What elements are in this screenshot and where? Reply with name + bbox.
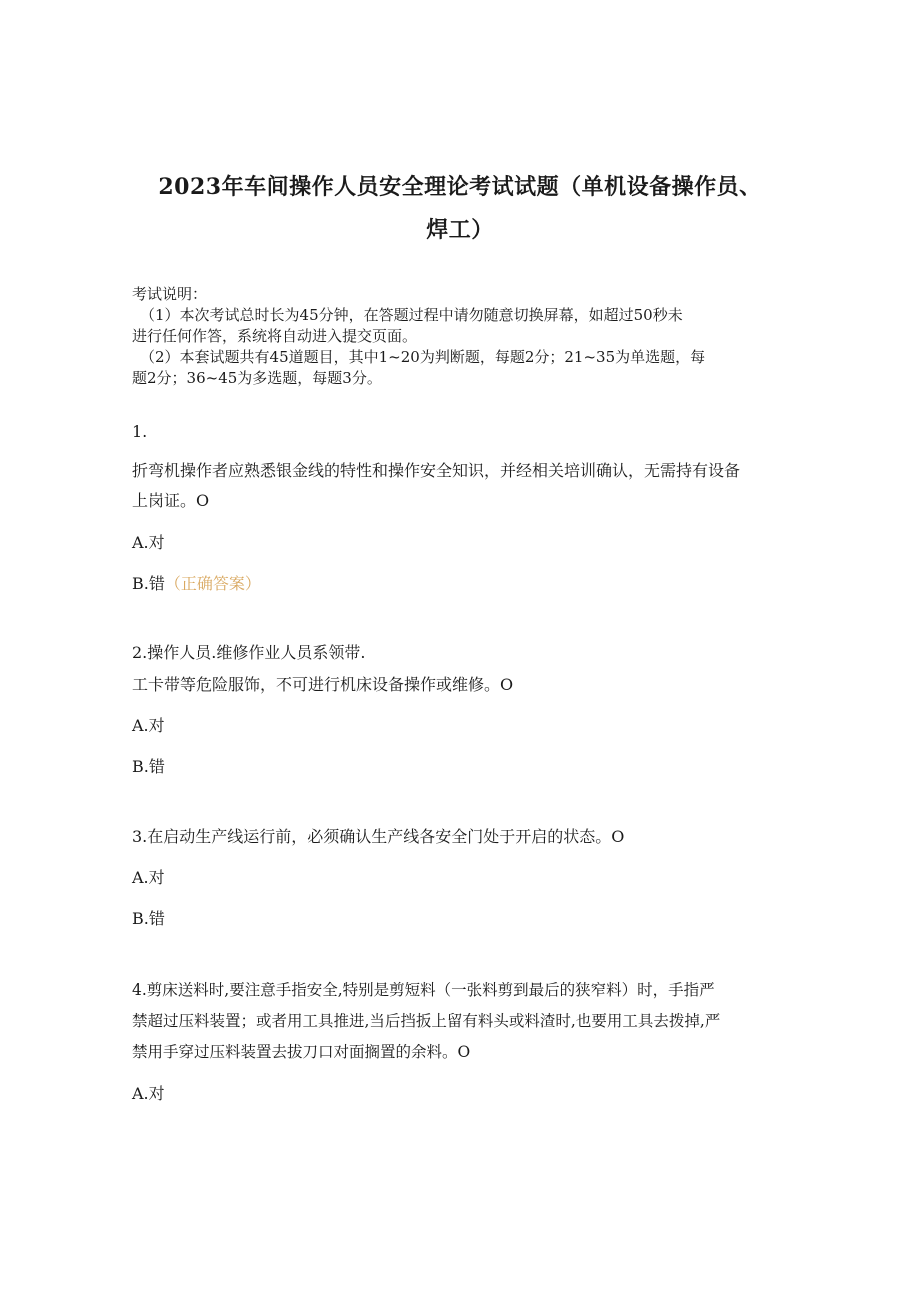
- question-4-text-line-1: 4.剪床送料时,要注意手指安全,特别是剪短料（一张料剪到最后的狭窄料）时，手指严: [132, 981, 715, 999]
- instructions-heading: 考试说明：: [132, 285, 208, 303]
- instruction-item-1-line-2: 进行任何作答，系统将自动进入提交页面。: [132, 327, 418, 345]
- instruction-item-2-line-2: 题2分；36~45为多选题，每题3分。: [132, 369, 382, 387]
- document-title-line-1: 2023年车间操作人员安全理论考试试题（单机设备操作员、: [158, 174, 762, 200]
- question-3-option-b[interactable]: B.错: [132, 909, 165, 928]
- question-1-number: 1.: [132, 422, 148, 441]
- correct-answer-note: （正确答案）: [164, 574, 261, 593]
- document-title-line-2: 焊工）: [426, 217, 494, 243]
- question-2-text-line-2: 工卡带等危险服饰，不可进行机床设备操作或维修。O: [132, 675, 514, 694]
- question-1-text-line-1: 折弯机操作者应熟悉银金线的特性和操作安全知识，并经相关培训确认，无需持有设备: [132, 461, 741, 480]
- question-1-text-line-2: 上岗证。O: [132, 491, 210, 510]
- question-2-text-line-1: 2.操作人员.维修作业人员系领带.: [132, 643, 366, 662]
- question-1-option-a[interactable]: A.对: [132, 533, 165, 552]
- question-4-text-line-2: 禁超过压料装置；或者用工具推进,当后挡扳上留有料头或料渣时,也要用工具去拨掉,严: [132, 1012, 721, 1030]
- question-3-option-a[interactable]: A.对: [132, 868, 165, 887]
- question-2-option-b[interactable]: B.错: [132, 757, 165, 776]
- instruction-item-1-line-1: （1）本次考试总时长为45分钟，在答题过程中请勿随意切换屏幕，如超过50秒未: [140, 306, 683, 324]
- question-1-option-b[interactable]: [132, 573, 261, 595]
- question-4-text-line-3: 禁用手穿过压料装置去拔刀口对面搁置的余料。O: [132, 1043, 471, 1061]
- instruction-item-2-line-1: （2）本套试题共有45道题目，其中1~20为判断题，每题2分；21~35为单选题，每: [140, 348, 706, 366]
- question-3-text-line-1: 3.在启动生产线运行前，必须确认生产线各安全门处于开启的状态。O: [132, 827, 625, 846]
- question-2-option-a[interactable]: A.对: [132, 716, 165, 735]
- question-4-option-a[interactable]: A.对: [132, 1084, 165, 1103]
- question-1-option-b-label: B.错: [132, 574, 165, 593]
